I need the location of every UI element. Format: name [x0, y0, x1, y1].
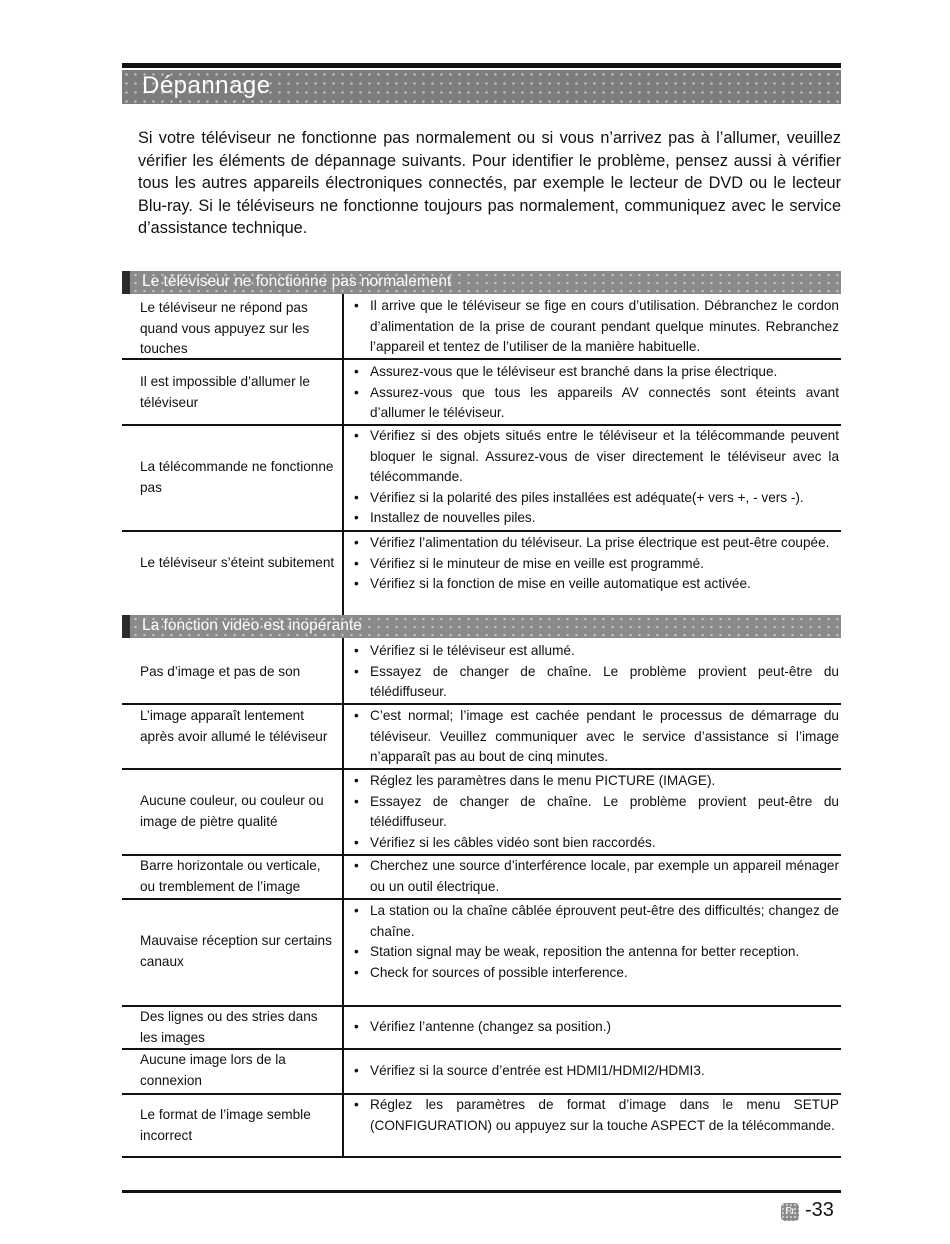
remedy-item: • Assurez-vous que le téléviseur est branché dans la prise électrique. [352, 362, 839, 383]
remedy-item: • Station signal may be weak, reposition the antenna for better reception. [352, 942, 839, 963]
remedy-list-no-power [352, 362, 839, 424]
remedy-item: • Cherchez une source d’interférence locale, par exemple un appareil ménager ou un outil électrique. [352, 856, 839, 897]
remedy-list-lines-stripes [352, 1017, 839, 1038]
remedy-list-slow-picture [352, 706, 839, 768]
symptom-no-picture-connection: Aucune image lors de la connexion [140, 1052, 286, 1088]
symptom-no-response: Le téléviseur ne répond pas quand vous appuyez sur les touches [140, 300, 310, 356]
remedy-item: • Vérifiez si les câbles vidéo sont bien raccordés. [352, 833, 839, 854]
remedy-item: • Vérifiez si la fonction de mise en veille automatique est activée. [352, 574, 839, 595]
row-divider [122, 898, 841, 900]
remedy-list-no-picture-no-sound [352, 641, 839, 703]
remedy-list-remote [352, 426, 839, 529]
section-marker [122, 271, 130, 294]
remedy-item: • Vérifiez si le téléviseur est allumé. [352, 641, 839, 662]
remedy-list-aspect-incorrect [352, 1095, 839, 1136]
column-divider [342, 294, 344, 615]
remedy-item: • Réglez les paramètres dans le menu PICTURE (IMAGE). [352, 771, 839, 792]
symptom-slow-picture: L’image apparaît lentement après avoir allumé le téléviseur [140, 708, 328, 744]
remedy-list-shutdown [352, 533, 839, 595]
symptom-poor-reception: Mauvaise réception sur certains canaux [140, 933, 332, 969]
remedy-list-no-color [352, 771, 839, 853]
remedy-list-poor-reception [352, 901, 839, 983]
row-divider [122, 358, 841, 360]
remedy-item: • Vérifiez l’alimentation du téléviseur. La prise électrique est peut-être coupée. [352, 533, 839, 554]
remedy-item: • C’est normal; l’image est cachée pendant le processus de démarrage du téléviseur. Veuillez communiquer avec le service d’assistance si l’image n’apparaît pas au bout de cinq minutes. [352, 706, 839, 768]
footer-rule [122, 1190, 841, 1193]
table-bottom-rule [122, 1156, 841, 1158]
symptom-no-picture-no-sound: Pas d’image et pas de son [140, 664, 301, 679]
row-divider [122, 703, 841, 705]
section-heading-tv [122, 271, 841, 294]
section-marker [122, 615, 130, 638]
symptom-remote: La télécommande ne fonctionne pas [140, 459, 334, 495]
page-title: Dépannage [142, 72, 271, 99]
remedy-item: • Essayez de changer de chaîne. Le problème provient peut-être du télédiffuseur. [352, 662, 839, 703]
symptom-shutdown: Le téléviseur s’éteint subitement [140, 555, 335, 570]
remedy-item: • Check for sources of possible interference. [352, 963, 839, 984]
symptom-bars-flicker: Barre horizontale ou verticale, ou tremblement de l’image [140, 858, 321, 894]
remedy-item: • La station ou la chaîne câblée éprouvent peut-être des difficultés; changez de chaîne. [352, 901, 839, 942]
top-rule [122, 63, 841, 68]
language-badge: Fr [781, 1203, 799, 1221]
remedy-item: • Vérifiez l’antenne (changez sa position.) [352, 1017, 839, 1038]
remedy-list-no-picture-connection [352, 1061, 839, 1082]
remedy-item: • Vérifiez si la polarité des piles installées est adéquate(+ vers +, - vers -). [352, 488, 839, 509]
page-number: -33 [805, 1199, 834, 1221]
section-heading-video-label: La fonction vidéo est inopérante [142, 617, 362, 634]
remedy-item: • Vérifiez si le minuteur de mise en veille est programmé. [352, 554, 839, 575]
symptom-lines-stripes: Des lignes ou des stries dans les images [140, 1009, 318, 1045]
remedy-item: • Vérifiez si des objets situés entre le téléviseur et la télécommande peuvent bloquer le signal. Assurez-vous de viser directement le téléviseur avec la télécommande. [352, 426, 839, 488]
remedy-item: • Installez de nouvelles piles. [352, 508, 839, 529]
remedy-item: • Vérifiez si la source d’entrée est HDMI1/HDMI2/HDMI3. [352, 1061, 839, 1082]
remedy-list-no-response [352, 296, 839, 358]
row-divider [122, 768, 841, 770]
symptom-no-power: Il est impossible d’allumer le téléviseur [140, 374, 310, 410]
remedy-item: • Il arrive que le téléviseur se fige en cours d’utilisation. Débranchez le cordon d’alimentation de la prise de courant pendant quelque minutes. Rebranchez l’appareil et tentez de l’utiliser de la manière habituelle. [352, 296, 839, 358]
symptom-aspect-incorrect: Le format de l’image semble incorrect [140, 1107, 311, 1143]
intro-paragraph: Si votre téléviseur ne fonctionne pas normalement ou si vous n’arrivez pas à l’allumer, veuillez vérifier les éléments de dépannage suivants. Pour identifier le problème, pensez aussi à vérifier tous les autres appareils électroniques connectés, par exemple le lecteur de DVD ou le lecteur Blu-ray. Si le téléviseurs ne fonctionne toujours pas normalement, communiquez avec le service d’assistance technique. [138, 129, 841, 237]
title-banner [122, 70, 841, 104]
remedy-list-bars-flicker [352, 856, 839, 897]
remedy-item: • Assurez-vous que tous les appareils AV connectés sont éteints avant d’allumer le téléviseur. [352, 383, 839, 424]
symptom-no-color: Aucune couleur, ou couleur ou image de piètre qualité [140, 793, 324, 829]
remedy-item: • Essayez de changer de chaîne. Le problème provient peut-être du télédiffuseur. [352, 792, 839, 833]
section-heading-video [122, 615, 841, 638]
section-heading-tv-label: Le téléviseur ne fonctionne pas normalement [142, 273, 452, 290]
row-divider [122, 530, 841, 532]
remedy-item: • Réglez les paramètres de format d’image dans le menu SETUP (CONFIGURATION) ou appuyez sur la touche ASPECT de la télécommande. [352, 1095, 839, 1136]
